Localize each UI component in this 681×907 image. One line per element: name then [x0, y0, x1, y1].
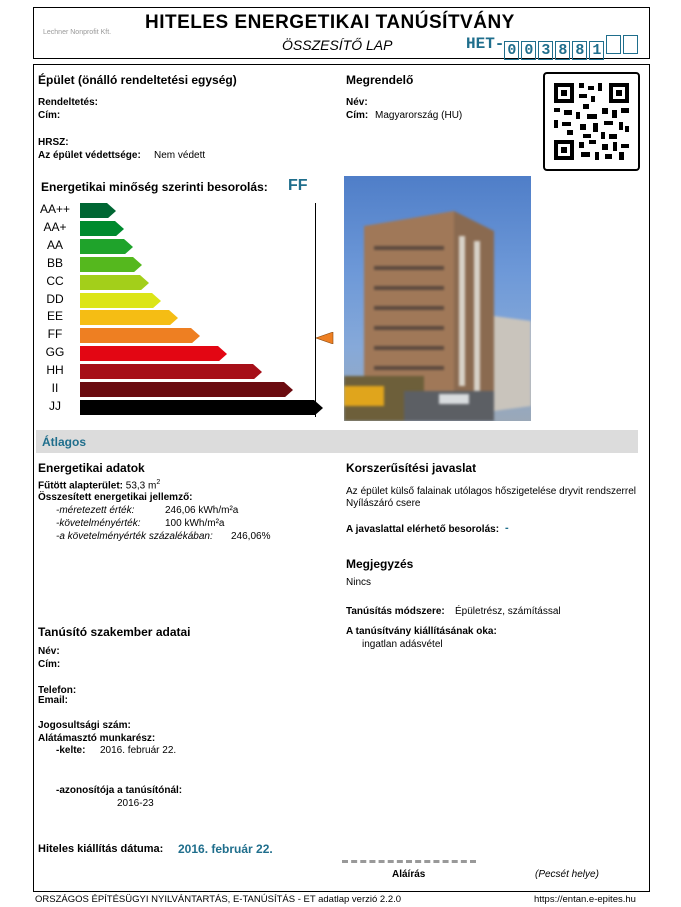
rating-class-label: BB: [46, 255, 63, 270]
floor-area-sup: 2: [156, 479, 161, 486]
supporting-date-label: -kelte:: [56, 745, 86, 756]
calculated-label: -méretezett érték:: [56, 505, 135, 516]
calculated-value: 246,06 kWh/m²a: [165, 505, 239, 516]
het-digit-box: 0: [521, 41, 536, 60]
client-section-title: Megrendelő: [346, 73, 414, 87]
percent-label: -a követelményérték százalékában:: [56, 531, 213, 542]
rating-class-bar: [80, 203, 117, 218]
achievable-value: -: [505, 522, 509, 534]
floor-area-label: Fűtött alapterület:: [38, 480, 123, 492]
method-value: Épületrész, számítással: [455, 606, 561, 617]
rating-class-label: EE: [46, 309, 63, 324]
notes-section-title: Megjegyzés: [346, 557, 414, 571]
rating-class-bar: [80, 257, 143, 272]
modernization-text: Az épület külső falainak utólagos hőszigetelése dryvit rendszerrel Nyílászáró csere: [346, 486, 636, 509]
building-photo: [344, 176, 531, 421]
rating-class-label: GG: [45, 345, 65, 360]
floor-area-value: 53,3 m: [125, 480, 157, 492]
energy-section-title: Energetikai adatok: [38, 461, 145, 475]
org-logo: Lechner Nonprofit Kft.: [43, 29, 112, 36]
method-label: Tanúsítás módszere:: [346, 606, 445, 617]
notes-value: Nincs: [346, 577, 372, 588]
rating-class-label: AA: [46, 237, 63, 252]
het-prefix: HET-: [466, 35, 505, 53]
hrsz-label: HRSZ:: [38, 137, 69, 148]
supporting-date-value: 2016. február 22.: [100, 745, 177, 756]
document-subtitle: ÖSSZESÍTŐ LAP: [282, 37, 393, 53]
modernization-section-title: Korszerűsítési javaslat: [346, 461, 477, 475]
rating-pointer-icon: [316, 331, 334, 349]
het-digit-box: 8: [572, 41, 587, 60]
rating-class-label: HH: [46, 363, 64, 378]
rating-class-bar: [80, 310, 179, 325]
expert-phone-label: Telefon:: [38, 685, 77, 696]
document-title: HITELES ENERGETIKAI TANÚSÍTVÁNY: [145, 12, 515, 33]
rating-title: Energetikai minőség szerinti besorolás:: [41, 180, 268, 194]
issue-date-label: Hiteles kiállítás dátuma:: [38, 843, 164, 855]
rating-category-label: Átlagos: [42, 435, 87, 449]
building-section-title: Épület (önálló rendeltetési egység): [38, 73, 237, 87]
footer-link[interactable]: https://entan.e-epites.hu: [534, 894, 636, 905]
rating-class-bar: [80, 328, 201, 343]
expert-name-label: Név:: [38, 646, 60, 657]
supporting-id-value: 2016-23: [117, 798, 154, 809]
protected-label: Az épület védettsége:: [38, 150, 141, 161]
signature-line: [342, 860, 476, 863]
issue-date-value: 2016. február 22.: [178, 842, 273, 856]
rating-class-label: FF: [47, 327, 63, 342]
het-digits: [504, 41, 640, 58]
het-digit-box: [606, 35, 621, 54]
stamp-label: (Pecsét helye): [535, 869, 599, 880]
rating-class-label: II: [51, 381, 59, 395]
rating-class-bar: [80, 382, 294, 397]
client-address-value: Magyarország (HU): [375, 110, 463, 121]
reason-label: A tanúsítvány kiállításának oka:: [346, 626, 497, 637]
supporting-id-label: -azonosítója a tanúsítónál:: [56, 785, 183, 796]
percent-value: 246,06%: [231, 531, 271, 542]
rating-class-bar: [80, 239, 134, 254]
rating-class-label: AA++: [39, 202, 71, 216]
rating-class-label: AA+: [43, 219, 67, 234]
rating-class-bar: [80, 346, 228, 361]
qr-code-icon: [543, 72, 640, 171]
license-label: Jogosultsági szám:: [38, 720, 131, 731]
rating-scale: [38, 203, 338, 419]
rating-scale-divider: [315, 203, 316, 417]
het-number: [466, 35, 640, 60]
expert-email-label: Email:: [38, 695, 69, 706]
rating-class-label: JJ: [49, 398, 61, 413]
rating-class-bar: [80, 221, 125, 236]
client-name-label: Név:: [346, 97, 368, 108]
building-address-label: Cím:: [38, 110, 61, 121]
rating-class-label: CC: [46, 273, 64, 288]
rating-category-bar: [36, 430, 638, 453]
rating-class-label: DD: [46, 291, 64, 306]
het-digit-box: 3: [538, 41, 553, 60]
achievable-label: A javaslattal elérhető besorolás:: [346, 524, 500, 535]
footer-left: ORSZÁGOS ÉPÍTÉSÜGYI NYILVÁNTARTÁS, E-TANÚSÍTÁS - ET adatlap verzió 2.2.0: [35, 894, 402, 905]
requirement-label: -követelményérték:: [56, 518, 141, 529]
signature-label: Aláírás: [392, 869, 426, 880]
protected-value: Nem védett: [154, 150, 206, 161]
rating-value: FF: [288, 177, 308, 194]
purpose-label: Rendeltetés:: [38, 97, 99, 108]
requirement-value: 100 kWh/m²a: [165, 518, 225, 529]
client-address-label: Cím:: [346, 110, 369, 121]
het-digit-box: 8: [555, 41, 570, 60]
expert-address-label: Cím:: [38, 659, 61, 670]
rating-class-bar: [80, 364, 263, 379]
total-energy-label: Összesített energetikai jellemző:: [38, 492, 193, 503]
supporting-label: Alátámasztó munkarész:: [38, 733, 156, 744]
rating-class-bar: [80, 293, 162, 308]
het-digit-box: 1: [589, 41, 604, 60]
expert-section-title: Tanúsító szakember adatai: [38, 625, 191, 639]
rating-class-bar: [80, 275, 150, 290]
rating-class-bar: [80, 400, 324, 415]
reason-value: ingatlan adásvétel: [362, 639, 443, 650]
het-digit-box: [623, 35, 638, 54]
floor-area-row: [38, 479, 160, 491]
het-digit-box: 0: [504, 41, 519, 60]
